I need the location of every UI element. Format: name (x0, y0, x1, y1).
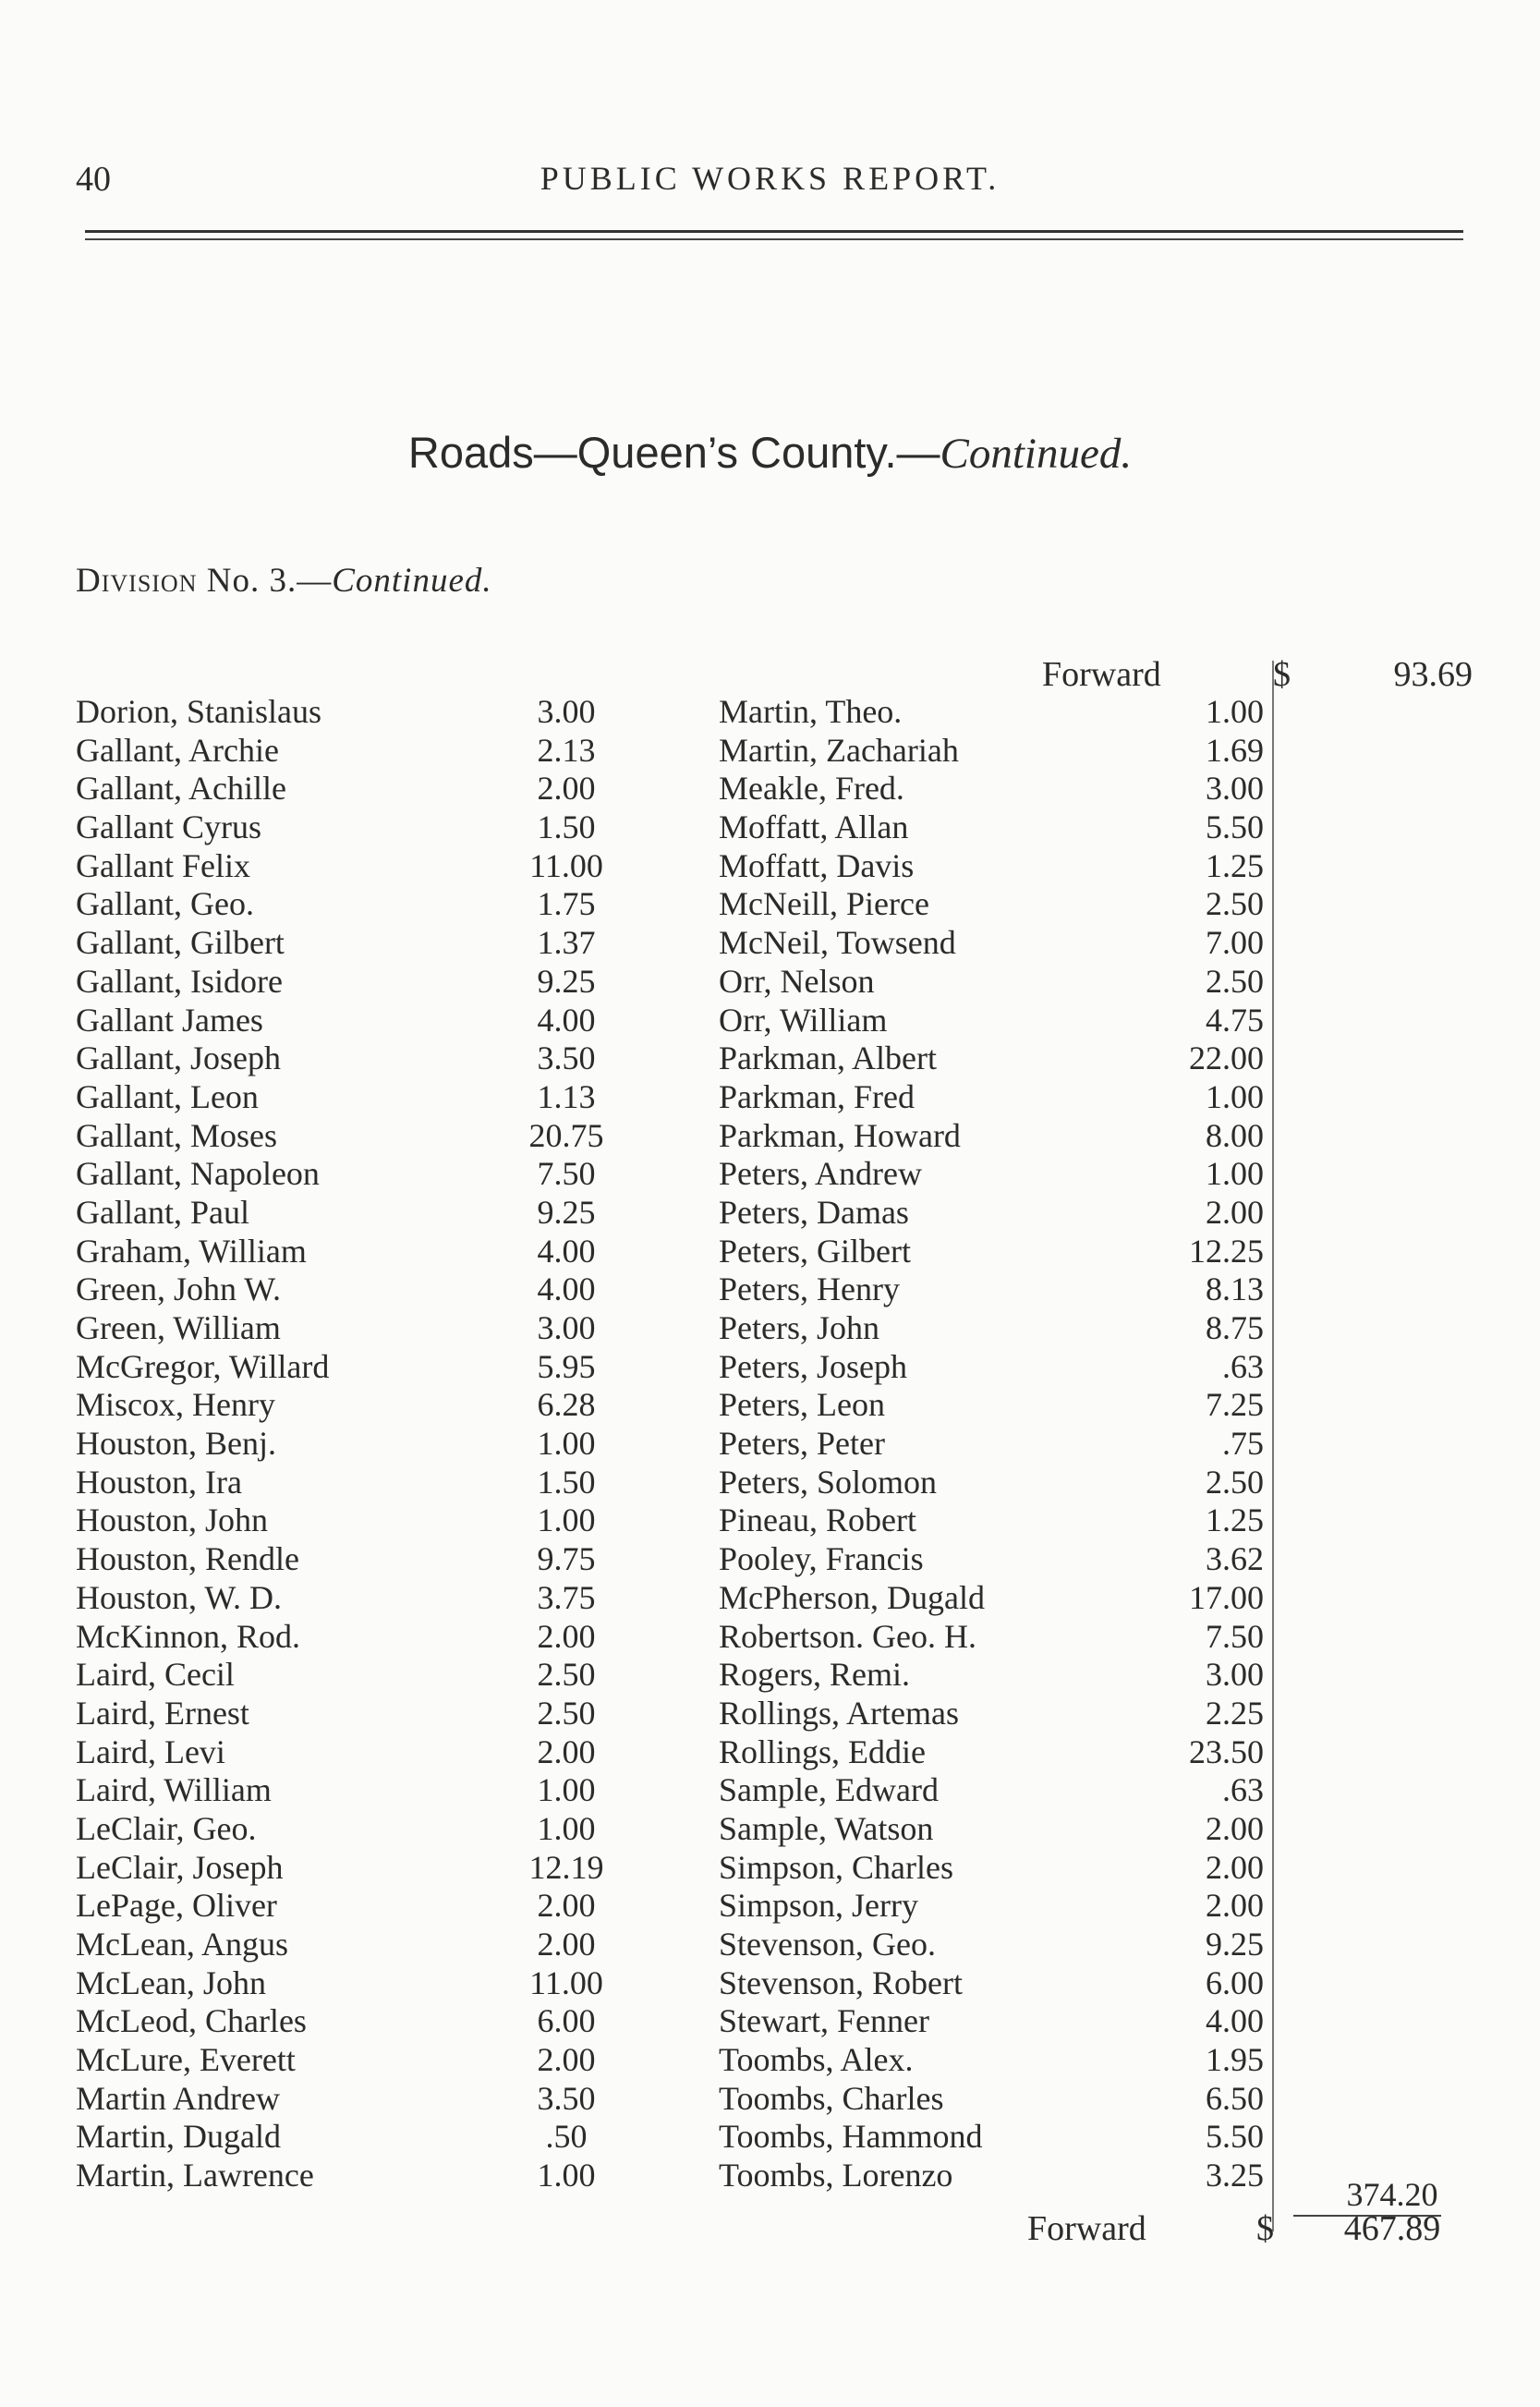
payee-name: Toombs, Lorenzo (719, 2157, 953, 2194)
payee-amount: 2.50 (1206, 1463, 1264, 1501)
payee-amount: .50 (545, 2118, 588, 2156)
payee-name: Peters, Leon (719, 1386, 885, 1424)
payee-amount: 9.75 (537, 1540, 596, 1578)
payee-name: Rollings, Artemas (719, 1694, 959, 1732)
payee-amount: 20.75 (528, 1116, 604, 1154)
payee-amount: 1.75 (537, 885, 596, 923)
payee-amount: 2.00 (537, 1617, 596, 1655)
payee-name: Peters, Gilbert (719, 1232, 911, 1270)
payee-name: Martin, Lawrence (76, 2157, 314, 2194)
payee-name: Houston, Benj. (76, 1425, 277, 1463)
payee-name: Martin, Theo. (719, 693, 903, 730)
payee-amount: 1.13 (537, 1077, 596, 1115)
payee-name: Houston, Ira (76, 1463, 242, 1501)
payee-name: Robertson. Geo. H. (719, 1617, 976, 1655)
payee-name: Martin, Zachariah (719, 731, 959, 769)
payee-name: LeClair, Joseph (76, 1848, 284, 1886)
payee-name: Peters, Joseph (719, 1347, 907, 1385)
payee-amount: 1.25 (1206, 846, 1264, 884)
payee-amount: 2.00 (537, 2041, 596, 2079)
payee-amount: 1.00 (537, 1771, 596, 1809)
payee-amount: 1.95 (1206, 2041, 1264, 2079)
payee-name: Gallant James (76, 1001, 263, 1039)
payee-amount: 4.75 (1206, 1001, 1264, 1039)
payee-name: Laird, Ernest (76, 1694, 249, 1732)
payee-amount: 2.13 (537, 731, 596, 769)
payee-name: McPherson, Dugald (719, 1578, 985, 1616)
payee-amount: 2.50 (537, 1656, 596, 1694)
payee-name: McLean, Angus (76, 1926, 288, 1963)
payee-amount: 2.00 (1206, 1809, 1264, 1847)
payee-amount: 1.69 (1206, 731, 1264, 769)
forward-currency-bottom: $ (1256, 2209, 1274, 2248)
payee-amount: 2.50 (1206, 885, 1264, 923)
payee-amount: 3.50 (537, 2079, 596, 2117)
payee-name: Stewart, Fenner (719, 2002, 929, 2040)
payee-amount: 6.50 (1206, 2079, 1264, 2117)
payee-amount: .63 (1222, 1771, 1264, 1809)
payee-name: Moffatt, Allan (719, 808, 909, 846)
payee-name: LeClair, Geo. (76, 1809, 257, 1847)
payee-name: Green, John W. (76, 1270, 281, 1308)
division-heading (76, 561, 492, 601)
payee-amount: 3.00 (1206, 770, 1264, 808)
payee-amount: 6.00 (537, 2002, 596, 2040)
payee-amount: 9.25 (1206, 1926, 1264, 1963)
payee-name: Martin Andrew (76, 2079, 280, 2117)
payee-amount: 1.00 (537, 1501, 596, 1539)
payee-amount: 1.50 (537, 1463, 596, 1501)
forward-label-top: Forward (1042, 655, 1161, 694)
payee-amount: 2.00 (537, 1926, 596, 1963)
column-rule (1272, 661, 1274, 2231)
payee-amount: 3.50 (537, 1039, 596, 1077)
payee-amount: 7.50 (537, 1155, 596, 1193)
payee-amount: 3.75 (537, 1578, 596, 1616)
payee-name: Martin, Dugald (76, 2118, 281, 2156)
payee-amount: 1.00 (537, 1425, 596, 1463)
payee-name: Parkman, Albert (719, 1039, 937, 1077)
payee-name: Graham, William (76, 1232, 307, 1270)
payee-amount: 5.50 (1206, 2118, 1264, 2156)
payee-name: Rogers, Remi. (719, 1656, 910, 1694)
payee-amount: 8.75 (1206, 1309, 1264, 1346)
payee-amount: 2.50 (1206, 962, 1264, 1000)
payee-amount: 12.19 (528, 1848, 604, 1886)
payee-name: Gallant, Moses (76, 1116, 277, 1154)
payee-name: Gallant, Joseph (76, 1039, 281, 1077)
payee-name: McGregor, Willard (76, 1347, 330, 1385)
payee-amount: 2.00 (1206, 1848, 1264, 1886)
payee-amount: 2.00 (1206, 1887, 1264, 1925)
payee-amount: 4.00 (537, 1001, 596, 1039)
payee-amount: 3.00 (1206, 1656, 1264, 1694)
payee-amount: 4.00 (537, 1270, 596, 1308)
payee-name: Moffatt, Davis (719, 846, 915, 884)
header-rule (85, 230, 1463, 233)
payee-amount: 3.62 (1206, 1540, 1264, 1578)
payee-name: Pooley, Francis (719, 1540, 924, 1578)
payee-amount: 2.00 (1206, 1193, 1264, 1231)
payee-name: Green, William (76, 1309, 281, 1346)
payee-name: Houston, W. D. (76, 1578, 283, 1616)
payee-name: Gallant, Paul (76, 1193, 249, 1231)
page-header (0, 0, 1540, 240)
payee-amount: 1.00 (1206, 693, 1264, 730)
payee-amount: 5.95 (537, 1347, 596, 1385)
payee-name: Rollings, Eddie (719, 1732, 926, 1770)
payee-amount: 1.50 (537, 808, 596, 846)
payee-amount: 1.00 (1206, 1077, 1264, 1115)
payee-amount: 11.00 (529, 1963, 603, 2001)
payee-name: Gallant, Archie (76, 731, 279, 769)
payee-amount: 2.50 (537, 1694, 596, 1732)
payee-name: Gallant, Achille (76, 770, 286, 808)
payee-amount: 1.00 (1206, 1155, 1264, 1193)
payee-name: Laird, William (76, 1771, 272, 1809)
payee-name: Gallant, Napoleon (76, 1155, 320, 1193)
payee-amount: 6.00 (1206, 1963, 1264, 2001)
payee-amount: 1.00 (537, 1809, 596, 1847)
section-title (0, 427, 1540, 479)
payee-name: Laird, Cecil (76, 1656, 235, 1694)
payee-name: Simpson, Charles (719, 1848, 954, 1886)
header-rule-double (85, 238, 1463, 240)
payee-name: Gallant Cyrus (76, 808, 261, 846)
payee-amount: 8.00 (1206, 1116, 1264, 1154)
payee-amount: 1.25 (1206, 1501, 1264, 1539)
forward-amount-bottom: 467.89 (1343, 2209, 1441, 2248)
payee-name: Meakle, Fred. (719, 770, 904, 808)
payee-amount: 23.50 (1189, 1732, 1264, 1770)
payee-name: Peters, Peter (719, 1425, 885, 1463)
left-names-column (76, 693, 329, 2195)
right-names-column (719, 693, 985, 2195)
payee-name: Parkman, Howard (719, 1116, 961, 1154)
payee-name: Stevenson, Geo. (719, 1926, 936, 1963)
division-label: Division (76, 562, 198, 600)
forward-label-bottom: Forward (1027, 2209, 1146, 2248)
payee-name: Gallant, Geo. (76, 885, 254, 923)
payee-amount: 4.00 (1206, 2002, 1264, 2040)
payee-name: Gallant, Gilbert (76, 924, 285, 962)
payee-name: Peters, Henry (719, 1270, 900, 1308)
payee-amount: 1.37 (537, 924, 596, 962)
payee-amount: 17.00 (1189, 1578, 1264, 1616)
payee-amount: 7.50 (1206, 1617, 1264, 1655)
payee-name: Houston, John (76, 1501, 269, 1539)
payee-name: Peters, Andrew (719, 1155, 922, 1193)
payee-amount: 5.50 (1206, 808, 1264, 846)
payee-name: Simpson, Jerry (719, 1887, 918, 1925)
payee-name: Pineau, Robert (719, 1501, 916, 1539)
payee-amount: 12.25 (1189, 1232, 1264, 1270)
payee-name: Parkman, Fred (719, 1077, 915, 1115)
payee-amount: .63 (1222, 1347, 1264, 1385)
payee-amount: 3.00 (537, 693, 596, 730)
forward-currency-top: $ (1273, 655, 1291, 694)
payee-name: McKinnon, Rod. (76, 1617, 300, 1655)
division-continued: Continued. (332, 562, 492, 600)
payee-name: McLean, John (76, 1963, 266, 2001)
payee-name: LePage, Oliver (76, 1887, 277, 1925)
payee-amount: 2.00 (537, 1887, 596, 1925)
payee-name: Sample, Watson (719, 1809, 934, 1847)
section-title-main: Roads—Queen’s County.— (407, 428, 940, 477)
section-title-continued: Continued. (940, 430, 1133, 478)
payee-name: Dorion, Stanislaus (76, 693, 321, 730)
payee-name: Laird, Levi (76, 1732, 225, 1770)
payee-name: Stevenson, Robert (719, 1963, 963, 2001)
payee-name: Orr, Nelson (719, 962, 875, 1000)
division-number: No. 3.— (197, 562, 333, 600)
payee-amount: 22.00 (1189, 1039, 1264, 1077)
forward-amount-top: 93.69 (1393, 655, 1473, 694)
payee-amount: 7.25 (1206, 1386, 1264, 1424)
payee-amount: 2.00 (537, 770, 596, 808)
payee-name: Gallant, Leon (76, 1077, 259, 1115)
payee-name: Peters, John (719, 1309, 879, 1346)
payee-amount: 2.00 (537, 1732, 596, 1770)
payee-amount: 9.25 (537, 962, 596, 1000)
payee-name: Miscox, Henry (76, 1386, 275, 1424)
payee-name: McNeil, Towsend (719, 924, 956, 962)
payee-amount: 6.28 (537, 1386, 596, 1424)
payee-amount: 4.00 (537, 1232, 596, 1270)
payee-amount: 3.25 (1206, 2157, 1264, 2194)
payee-name: Toombs, Alex. (719, 2041, 914, 2079)
running-head: PUBLIC WORKS REPORT. (540, 160, 1000, 197)
payee-name: Peters, Damas (719, 1193, 909, 1231)
payee-name: Gallant Felix (76, 846, 250, 884)
payee-name: McLeod, Charles (76, 2002, 307, 2040)
payee-amount: 3.00 (537, 1309, 596, 1346)
payee-amount: .75 (1222, 1425, 1264, 1463)
payee-name: Orr, William (719, 1001, 888, 1039)
payee-name: Sample, Edward (719, 1771, 939, 1809)
payee-name: Toombs, Hammond (719, 2118, 983, 2156)
payee-name: Toombs, Charles (719, 2079, 944, 2117)
payee-amount: 1.00 (537, 2157, 596, 2194)
payee-amount: 9.25 (537, 1193, 596, 1231)
payee-amount: 8.13 (1206, 1270, 1264, 1308)
payee-amount: 7.00 (1206, 924, 1264, 962)
payee-name: McLure, Everett (76, 2041, 296, 2079)
payee-name: Peters, Solomon (719, 1463, 938, 1501)
payee-name: Gallant, Isidore (76, 962, 283, 1000)
subtotal-amount: 374.20 (1346, 2176, 1438, 2213)
payee-amount: 11.00 (529, 846, 603, 884)
left-amounts-column (506, 693, 626, 2195)
payee-name: McNeill, Pierce (719, 885, 929, 923)
payee-amount: 2.25 (1206, 1694, 1264, 1732)
payee-name: Houston, Rendle (76, 1540, 299, 1578)
page-number: 40 (76, 160, 111, 199)
right-amounts-column (1136, 693, 1264, 2195)
